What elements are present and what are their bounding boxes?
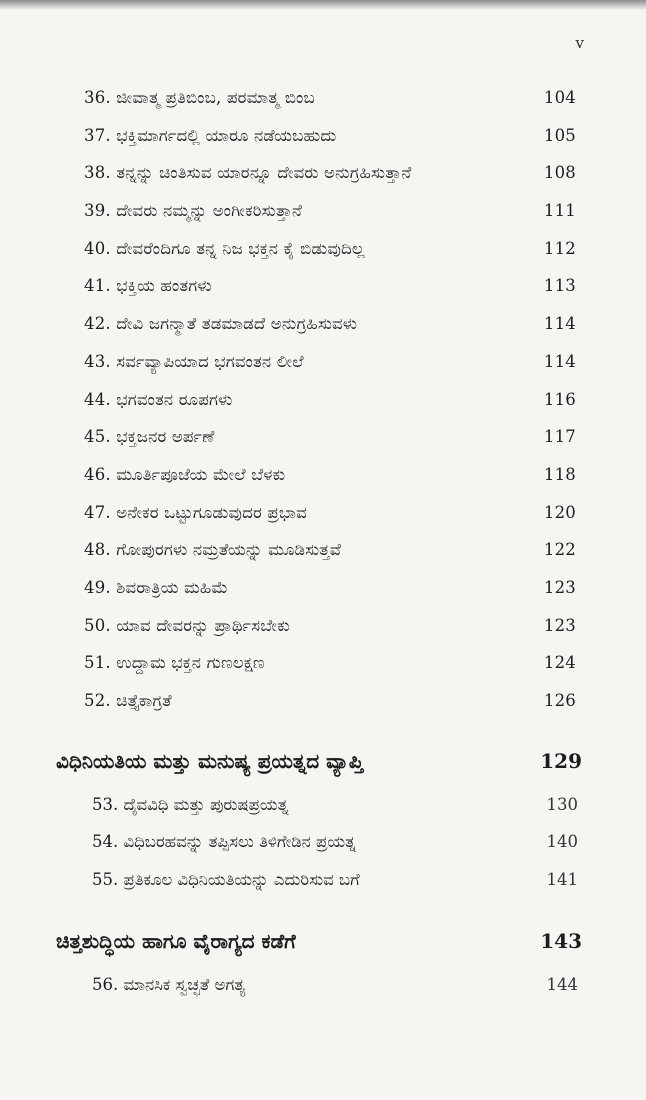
toc-entry-label: 55. ಪ್ರತಿಕೂಲ ವಿಧಿನಿಯತಿಯನ್ನು ಎದುರಿಸುವ ಬಗೆ [92,869,360,889]
toc-entry-page: 114 [543,351,576,371]
section-heading-destiny [0,739,646,789]
toc-entry-page: 116 [543,389,576,409]
toc-entry-page: 108 [543,163,576,183]
toc-entry-page: 144 [546,975,578,995]
toc-entry-label: 47. ಅನೇಕರ ಒಟ್ಟುಗೂಡುವುದರ ಪ್ರಭಾವ [84,502,307,522]
page-top-shadow [0,0,646,10]
toc-entry-page: 118 [543,464,576,484]
toc-entry-46 [0,457,646,495]
toc-entry-label: 46. ಮೂರ್ತಿಪೂಜೆಯ ಮೇಲೆ ಬೆಳಕು [84,464,286,484]
toc-entry-page: 104 [543,88,576,107]
toc-entry-label: 49. ಶಿವರಾತ್ರಿಯ ಮಹಿಮೆ [84,577,229,597]
toc-entry-36 [0,80,646,118]
toc-entry-40 [0,231,646,269]
toc-entry-label: 37. ಭಕ್ತಿಮಾರ್ಗದಲ್ಲಿ ಯಾರೂ ನಡೆಯಬಹುದು [84,125,337,145]
toc-entry-label: 53. ದೈವವಿಧಿ ಮತ್ತು ಪುರುಷಪ್ರಯತ್ನ [92,794,289,814]
toc-entry-page: 130 [546,794,578,814]
toc-entry-label: 51. ಉದ್ದಾಮ ಭಕ್ತನ ಗುಣಲಕ್ಷಣ [84,653,265,673]
toc-entry-38 [0,155,646,193]
page-number: v [575,34,584,52]
toc-entry-page: 111 [543,201,576,221]
toc-entry-41 [0,268,646,306]
toc-entry-page: 123 [543,615,576,635]
section-gap [0,901,646,919]
toc-entry-label: 56. ಮಾನಸಿಕ ಸ್ವಚ್ಛತೆ ಅಗತ್ಯ [92,975,246,995]
toc-entry-53 [0,789,646,827]
toc-entry-label: 42. ದೇವಿ ಜಗನ್ಮಾತೆ ತಡಮಾಡದೆ ಅನುಗ್ರಹಿಸುವಳು [84,314,358,334]
section-heading-purity [0,919,646,969]
toc-entry-45 [0,419,646,457]
section-gap [0,721,646,739]
toc-entry-page: 112 [543,238,576,258]
toc-entry-label: 52. ಚಿತ್ತೈಕಾಗ್ರತೆ [84,691,172,710]
toc-entry-50 [0,608,646,646]
toc-entry-54 [0,826,646,864]
toc-entry-label: 44. ಭಗವಂತನ ರೂಪಗಳು [84,389,233,409]
toc-entry-page: 126 [543,691,576,710]
toc-entry-page: 113 [543,276,576,296]
toc-entry-page: 105 [543,125,576,145]
toc-entry-label: 38. ತನ್ನನ್ನು ಚಿಂತಿಸುವ ಯಾರನ್ನೂ ದೇವರು ಅನುಗ್ರಹಿಸುತ್ತಾನೆ [84,163,412,183]
toc-entry-label: 43. ಸರ್ವವ್ಯಾಪಿಯಾದ ಭಗವಂತನ ಲೀಲೆ [84,351,304,371]
toc-entry-39 [0,193,646,231]
toc-entry-page: 140 [546,832,578,852]
toc-entry-page: 114 [543,314,576,334]
toc-entry-37 [0,118,646,156]
toc-entry-page: 141 [546,869,578,889]
toc-entry-label: 45. ಭಕ್ತಜನರ ಅರ್ಪಣೆ [84,427,215,447]
toc-entry-label: 39. ದೇವರು ನಮ್ಮನ್ನು ಅಂಗೀಕರಿಸುತ್ತಾನೆ [84,201,303,221]
toc-entry-52 [0,683,646,721]
toc-entry-label: 36. ಜೀವಾತ್ಮ ಪ್ರತಿಬಿಂಬ, ಪರಮಾತ್ಮ ಬಿಂಬ [84,88,315,107]
toc-entry-label: 40. ದೇವರೆಂದಿಗೂ ತನ್ನ ನಿಜ ಭಕ್ತನ ಕೈ ಬಿಡುವುದಿಲ್ಲ [84,238,365,258]
toc-entry-47 [0,495,646,533]
section-title: ವಿಧಿನಿಯತಿಯ ಮತ್ತು ಮನುಷ್ಯ ಪ್ರಯತ್ನದ ವ್ಯಾಪ್ತಿ [56,748,364,773]
toc-entry-label: 54. ವಿಧಿಬರಹವನ್ನು ತಪ್ಪಿಸಲು ತಿಳಿಗೇಡಿನ ಪ್ರಯತ್ನ [92,832,356,852]
toc-entry-page: 117 [543,427,576,447]
table-of-contents [0,80,646,1007]
toc-entry-55 [0,864,646,902]
toc-entry-page: 122 [543,540,576,560]
toc-entry-label: 48. ಗೋಪುರಗಳು ನಮ್ರತೆಯನ್ನು ಮೂಡಿಸುತ್ತವೆ [84,540,342,560]
toc-entry-43 [0,344,646,382]
toc-entry-label: 50. ಯಾವ ದೇವರನ್ನು ಪ್ರಾರ್ಥಿಸಬೇಕು [84,615,290,635]
toc-entry-56 [0,969,646,1007]
toc-entry-48 [0,532,646,570]
section-title: ಚಿತ್ತಶುದ್ಧಿಯ ಹಾಗೂ ವೈರಾಗ್ಯದ ಕಡೆಗೆ [56,929,296,954]
toc-entry-page: 124 [543,653,576,673]
toc-entry-page: 123 [543,577,576,597]
toc-entry-42 [0,306,646,344]
toc-entry-51 [0,645,646,683]
section-page: 129 [540,748,582,773]
toc-entry-label: 41. ಭಕ್ತಿಯ ಹಂತಗಳು [84,276,212,296]
toc-entry-page: 120 [543,502,576,522]
toc-entry-49 [0,570,646,608]
toc-entry-44 [0,382,646,420]
section-page: 143 [540,929,582,954]
